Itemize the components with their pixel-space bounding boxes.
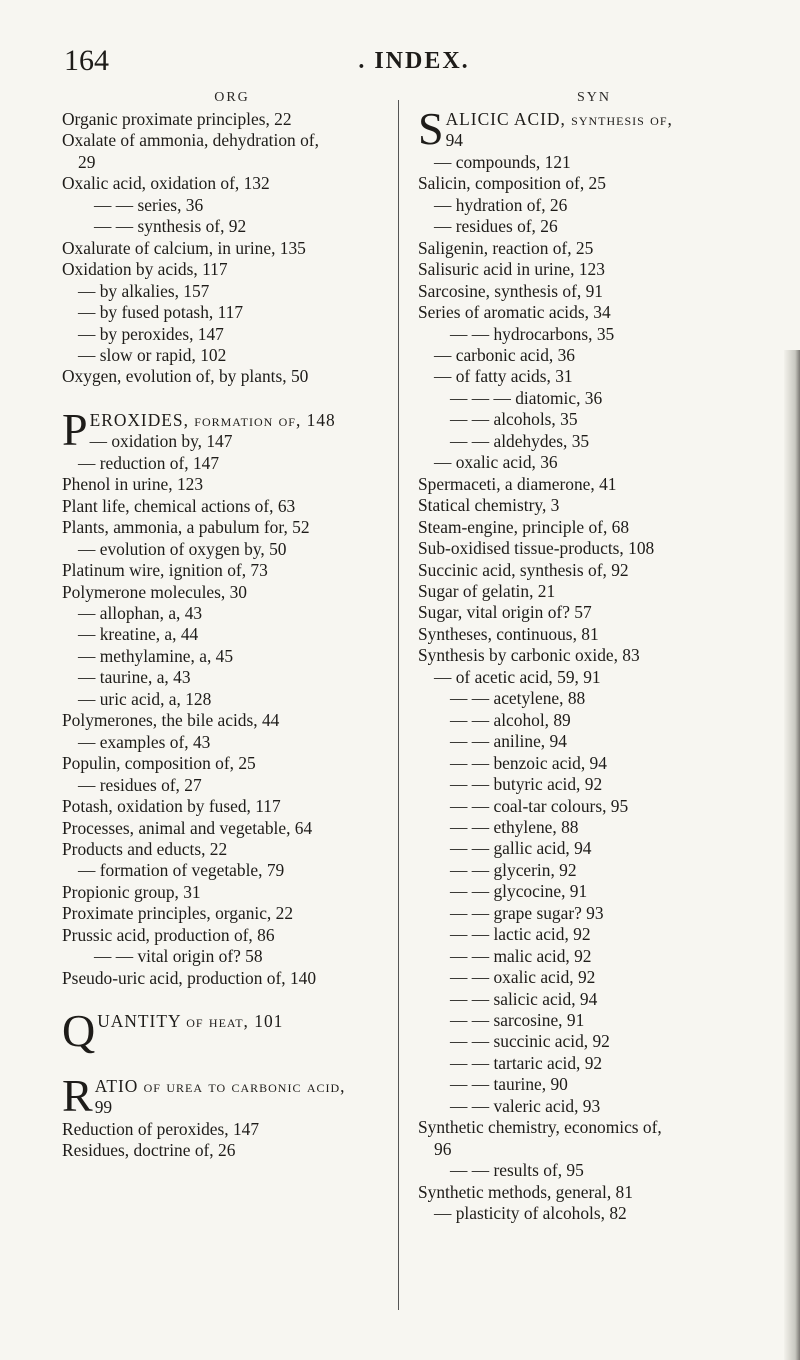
index-entry: — compounds, 121 [434,151,571,172]
index-entry: — — glycerin, 92 [450,859,577,880]
entry-list [62,109,402,388]
entry-list [62,453,402,989]
index-entry: Oxidation by acids, 117 [62,259,228,280]
index-entry: Sugar of gelatin, 21 [418,580,556,601]
index-entry: Reduction of peroxides, 147 [62,1118,260,1139]
index-entry: — — ethylene, 88 [450,816,579,837]
index-entry: — — tartaric acid, 92 [450,1052,603,1073]
index-entry: — — butyric acid, 92 [450,774,603,795]
index-entry: Populin, composition of, 25 [62,753,256,774]
index-entry: — — acetylene, 88 [450,688,586,709]
index-entry: — allophan, a, 43 [78,602,203,623]
index-entry: — — valeric acid, 93 [450,1095,601,1116]
index-entry: Polymerone molecules, 30 [62,581,247,602]
index-entry: — carbonic acid, 36 [434,344,576,365]
index-entry: — residues of, 26 [434,216,558,237]
index-entry: — by fused potash, 117 [78,302,244,323]
drop-cap-p: P [62,409,88,453]
index-entry: — by peroxides, 147 [78,323,224,344]
index-entry: — — vital origin of? 58 [94,946,263,967]
index-entry: Platinum wire, ignition of, 73 [62,560,268,581]
index-entry: Pseudo-uric acid, production of, 140 [62,967,317,988]
index-entry: Residues, doctrine of, 26 [62,1140,236,1161]
running-head: . INDEX. [358,48,470,74]
section-s [418,109,770,152]
index-entry: Synthetic methods, general, 81 [418,1181,633,1202]
index-entry: Syntheses, continuous, 81 [418,623,599,644]
index-entry: — — series, 36 [94,194,204,215]
section-q [62,1011,402,1054]
index-entry: — — — diatomic, 36 [450,387,603,408]
index-entry: Organic proximate principles, 22 [62,109,292,129]
index-entry: Synthetic chemistry, economics of, [418,1117,662,1138]
index-entry: — — taurine, 90 [450,1074,568,1095]
index-entry: — — alcohols, 35 [450,409,578,430]
index-entry: — — benzoic acid, 94 [450,752,607,773]
index-entry: — — synthesis of, 92 [94,216,247,237]
index-entry: Series of aromatic acids, 34 [418,302,611,323]
index-entry: — examples of, 43 [78,731,211,752]
index-entry: — — malic acid, 92 [450,945,592,966]
index-entry: — oxalic acid, 36 [434,452,558,473]
index-entry: — — grape sugar? 93 [450,902,604,923]
index-entry: — — succinic acid, 92 [450,1031,610,1052]
index-entry: — plasticity of alcohols, 82 [434,1203,627,1224]
index-entry: Sugar, vital origin of? 57 [418,602,592,623]
index-entry: Plant life, chemical actions of, 63 [62,495,296,516]
index-entry: Polymerones, the bile acids, 44 [62,710,280,731]
index-entry: — slow or rapid, 102 [78,344,227,365]
index-entry: Salisuric acid in urine, 123 [418,259,605,280]
right-guide-word: SYN [576,90,611,105]
index-entry: — — sarcosine, 91 [450,1010,585,1031]
page-number: 164 [64,44,109,77]
index-entry: — — results of, 95 [450,1160,584,1181]
index-entry: — — hydrocarbons, 35 [450,323,615,344]
index-entry: Steam-engine, principle of, 68 [418,516,630,537]
section-p-second: — oxidation by, 147 [89,431,233,452]
left-column [62,87,402,1162]
entry-list [418,152,770,1225]
index-entry: Proximate principles, organic, 22 [62,903,294,924]
index-entry: Oxalurate of calcium, in urine, 135 [62,237,306,258]
index-entry: — — aniline, 94 [450,731,567,752]
index-entry: Oxygen, evolution of, by plants, 50 [62,366,309,387]
index-entry: — residues of, 27 [78,774,202,795]
index-entry: Salicin, composition of, 25 [418,173,606,194]
index-entry: — formation of vegetable, 79 [78,860,285,881]
index-entry: — reduction of, 147 [78,452,220,473]
index-entry: Oxalic acid, oxidation of, 132 [62,173,270,194]
drop-cap-q: Q [62,1011,96,1055]
index-entry: Propionic group, 31 [62,881,201,902]
index-entry: — — salicic acid, 94 [450,988,598,1009]
index-entry: — — lactic acid, 92 [450,924,591,945]
index-entry: — — aldehydes, 35 [450,430,590,451]
section-r-head: ATIO of urea to carbonic acid, [94,1076,346,1097]
index-entry: — hydration of, 26 [434,194,568,215]
section-r-second: 99 [94,1097,113,1118]
index-entry: Succinic acid, synthesis of, 92 [418,559,629,580]
index-entry: Spermaceti, a diamerone, 41 [418,473,617,494]
index-entry: — uric acid, a, 128 [78,688,212,709]
index-entry: Sub-oxidised tissue-products, 108 [418,538,655,559]
index-entry: — methylamine, a, 45 [78,645,234,666]
index-entry: Products and educts, 22 [62,838,228,859]
index-entry: Saligenin, reaction of, 25 [418,237,594,258]
section-p [62,410,402,453]
section-q-head: UANTITY of heat, 101 [97,1011,284,1032]
page-edge-shadow [784,350,800,1360]
index-entry: — — oxalic acid, 92 [450,967,596,988]
index-entry: — of acetic acid, 59, 91 [434,666,601,687]
index-entry: Phenol in urine, 123 [62,474,204,495]
section-s-head: ALICIC ACID, synthesis of, [445,109,673,129]
index-entry: Processes, animal and vegetable, 64 [62,817,313,838]
index-entry: — — glycocine, 91 [450,881,588,902]
section-p-head: EROXIDES, formation of, 148 [89,409,336,430]
index-entry: — — coal-tar colours, 95 [450,795,629,816]
index-entry: 96 [434,1138,452,1159]
right-column [418,87,770,1225]
index-entry: — — alcohol, 89 [450,709,571,730]
index-entry: Oxalate of ammonia, dehydration of, [62,130,319,151]
section-r [62,1076,402,1119]
index-entry: Sarcosine, synthesis of, 91 [418,280,603,301]
index-entry: — kreatine, a, 44 [78,624,199,645]
index-entry: Statical chemistry, 3 [418,495,560,516]
index-entry: — of fatty acids, 31 [434,366,573,387]
index-entry: — by alkalies, 157 [78,280,210,301]
index-entry: 29 [78,151,96,172]
index-entry: — evolution of oxygen by, 50 [78,538,287,559]
drop-cap-r: R [62,1076,93,1119]
index-entry: Plants, ammonia, a pabulum for, 52 [62,517,310,538]
index-entry: Prussic acid, production of, 86 [62,924,275,945]
index-entry: Synthesis by carbonic oxide, 83 [418,645,640,666]
index-entry: — — gallic acid, 94 [450,838,592,859]
drop-cap-s: S [418,109,444,152]
index-entry: Potash, oxidation by fused, 117 [62,796,281,817]
page-header [64,44,764,84]
index-entry: — taurine, a, 43 [78,667,191,688]
entry-list [62,1119,402,1162]
left-guide-word: ORG [214,90,250,105]
section-s-second: 94 [445,130,463,151]
